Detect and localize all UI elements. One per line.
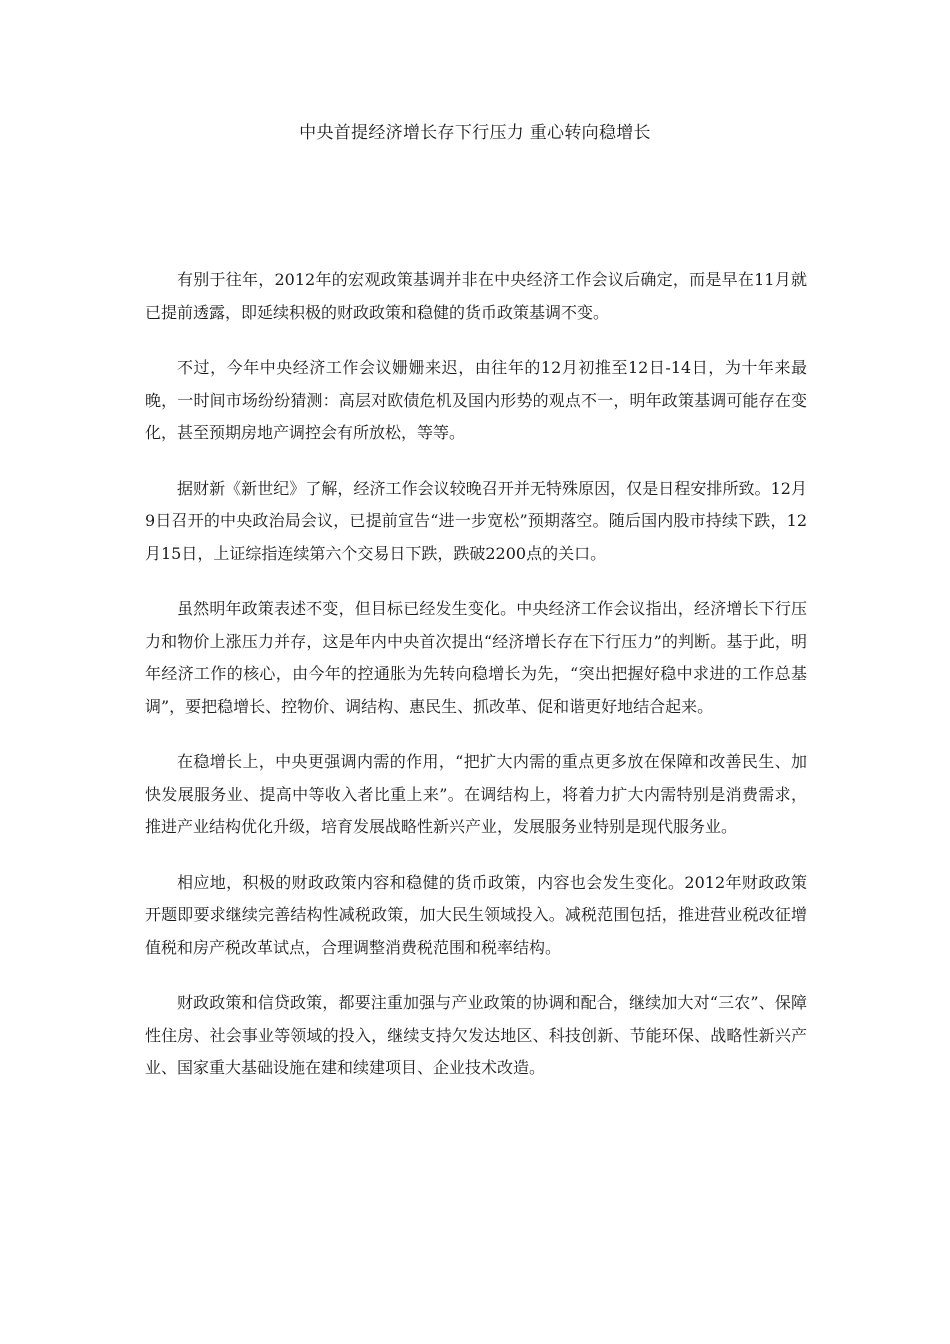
paragraph-4: 虽然明年政策表述不变，但目标已经发生变化。中央经济工作会议指出，经济增长下行压力和物价上涨压力并存，这是年内中央首次提出“经济增长存在下行压力”的判断。基于此，明年经济工作的核心，由今年的控通胀为先转向稳增长为先，“突出把握好稳中求进的工作总基调”，要把稳增长、控物价、调结构、惠民生、抓改革、促和谐更好地结合起来。 bbox=[145, 599, 807, 716]
paragraph-2: 不过，今年中央经济工作会议姗姗来迟，由往年的12月初推至12日-14日，为十年来最晚，一时间市场纷纷猜测：高层对欧债危机及国内形势的观点不一，明年政策基调可能存在变化，甚至预期房地产调控会有所放松，等等。 bbox=[145, 358, 807, 442]
paragraph-5: 在稳增长上，中央更强调内需的作用，“把扩大内需的重点更多放在保障和改善民生、加快发展服务业、提高中等收入者比重上来”。在调结构上，将着力扩大内需特别是消费需求，推进产业结构优化升级，培育发展战略性新兴产业，发展服务业特别是现代服务业。 bbox=[145, 752, 807, 836]
paragraph-6: 相应地，积极的财政政策内容和稳健的货币政策，内容也会发生变化。2012年财政政策开题即要求继续完善结构性减税政策，加大民生领域投入。减税范围包括，推进营业税改征增值税和房产税改革试点，合理调整消费税范围和税率结构。 bbox=[145, 872, 807, 957]
paragraph-7: 财政政策和信贷政策，都要注重加强与产业政策的协调和配合，继续加大对“三农”、保障性住房、社会事业等领域的投入，继续支持欠发达地区、科技创新、节能环保、战略性新兴产业、国家重大基础设施在建和续建项目、企业技术改造。 bbox=[145, 993, 807, 1077]
article-title: 中央首提经济增长存下行压力 重心转向稳增长 bbox=[299, 123, 651, 143]
article-body bbox=[145, 264, 807, 1108]
paragraph-1: 有别于往年，2012年的宏观政策基调并非在中央经济工作会议后确定，而是早在11月就已提前透露，即延续积极的财政政策和稳健的货币政策基调不变。 bbox=[145, 270, 807, 322]
paragraph-3: 据财新《新世纪》了解，经济工作会议较晚召开并无特殊原因，仅是日程安排所致。12月9日召开的中央政治局会议，已提前宣告“进一步宽松”预期落空。随后国内股市持续下跌，12月15日，上证综指连续第六个交易日下跌，跌破2200点的关口。 bbox=[145, 478, 807, 563]
